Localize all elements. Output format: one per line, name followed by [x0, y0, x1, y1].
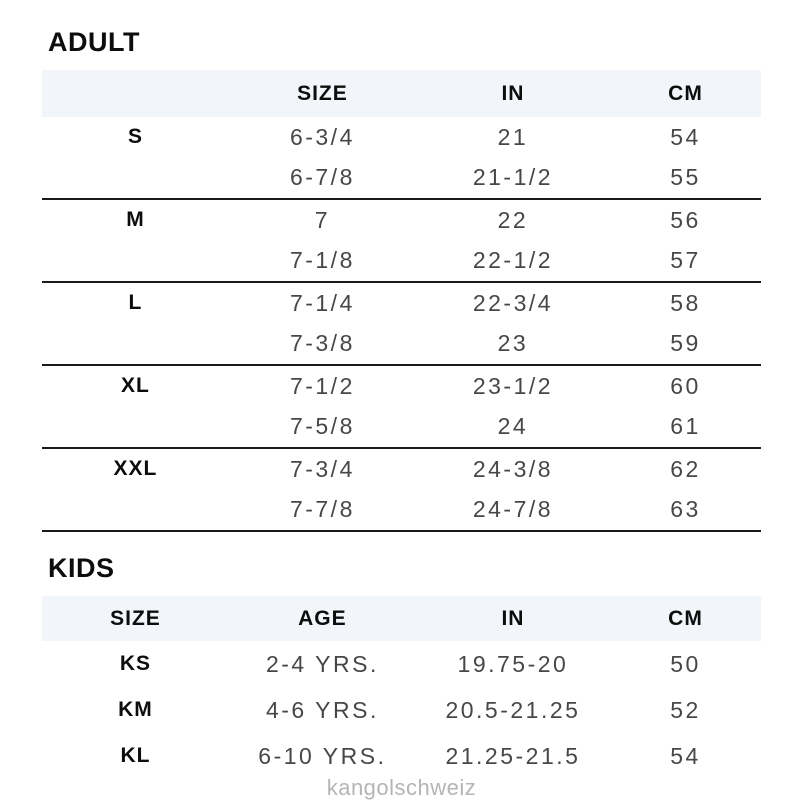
adult-header-in: IN	[501, 81, 525, 105]
adult-table-header-row	[42, 70, 761, 117]
adult-size-table	[42, 70, 761, 532]
age-value: 6-10 YRS.	[258, 742, 387, 769]
cm-value: 62	[670, 455, 701, 482]
cm-value: 60	[670, 372, 701, 399]
hat-size-value: 7-3/8	[289, 330, 355, 357]
cm-value: 56	[670, 206, 701, 233]
adult-header-size: SIZE	[297, 81, 348, 105]
kids-header-size: SIZE	[110, 606, 161, 630]
kids-header-age: AGE	[298, 606, 347, 630]
adult-section-heading: ADULT	[48, 27, 140, 57]
adult-header-cm: CM	[668, 81, 703, 105]
size-letter: S	[127, 125, 143, 149]
table-row	[42, 407, 761, 448]
kids-table-header-row	[42, 596, 761, 641]
inches-value: 22-3/4	[472, 289, 554, 316]
age-value: 4-6 YRS.	[265, 696, 379, 723]
inches-value: 24	[497, 413, 529, 440]
table-row	[42, 117, 761, 158]
inches-value: 19.75-20	[457, 650, 569, 677]
inches-value: 23-1/2	[472, 372, 554, 399]
size-letter: M	[126, 208, 145, 232]
watermark-text: kangolschweiz	[326, 775, 477, 800]
adult-size-group-m	[42, 200, 761, 283]
table-row	[42, 158, 761, 199]
table-row	[42, 490, 761, 531]
age-value: 2-4 YRS.	[265, 650, 379, 677]
inches-value: 21.25-21.5	[445, 742, 581, 769]
inches-value: 22-1/2	[472, 247, 554, 274]
cm-value: 61	[670, 413, 701, 440]
cm-value: 63	[670, 496, 701, 523]
hat-size-value: 6-7/8	[289, 164, 355, 191]
hat-size-value: 7	[314, 206, 331, 233]
table-row	[42, 200, 761, 241]
table-row	[42, 687, 761, 733]
size-letter: KL	[120, 744, 151, 767]
table-row	[42, 366, 761, 407]
hat-size-value: 7-3/4	[289, 455, 355, 482]
inches-value: 23	[497, 330, 529, 357]
cm-value: 50	[670, 650, 701, 677]
size-letter: KM	[118, 698, 153, 721]
inches-value: 21	[497, 123, 529, 150]
hat-size-value: 7-1/4	[289, 289, 355, 316]
inches-value: 24-3/8	[472, 455, 554, 482]
table-row	[42, 324, 761, 365]
cm-value: 55	[670, 164, 701, 191]
hat-size-value: 7-7/8	[289, 496, 355, 523]
adult-size-group-s	[42, 117, 761, 200]
hat-size-value: 6-3/4	[289, 123, 355, 150]
size-letter: KS	[119, 652, 152, 675]
cm-value: 54	[670, 742, 701, 769]
table-row	[42, 241, 761, 282]
adult-size-group-l	[42, 283, 761, 366]
cm-value: 54	[670, 123, 701, 150]
cm-value: 57	[670, 247, 701, 274]
kids-size-table	[42, 596, 761, 779]
inches-value: 22	[497, 206, 529, 233]
hat-size-value: 7-5/8	[289, 413, 355, 440]
cm-value: 59	[670, 330, 701, 357]
size-letter: XL	[121, 374, 150, 398]
cm-value: 58	[670, 289, 701, 316]
inches-value: 24-7/8	[472, 496, 554, 523]
table-row	[42, 641, 761, 687]
kids-section-heading: KIDS	[48, 553, 115, 583]
adult-size-group-xxl	[42, 449, 761, 532]
table-row	[42, 449, 761, 490]
inches-value: 21-1/2	[472, 164, 554, 191]
size-letter: XXL	[113, 457, 158, 481]
table-row	[42, 733, 761, 779]
kids-header-in: IN	[501, 606, 525, 630]
table-row	[42, 283, 761, 324]
inches-value: 20.5-21.25	[445, 696, 581, 723]
adult-size-group-xl	[42, 366, 761, 449]
size-letter: L	[128, 291, 143, 315]
hat-size-value: 7-1/8	[289, 247, 355, 274]
kids-header-cm: CM	[668, 606, 703, 630]
hat-size-value: 7-1/2	[289, 372, 355, 399]
cm-value: 52	[670, 696, 701, 723]
